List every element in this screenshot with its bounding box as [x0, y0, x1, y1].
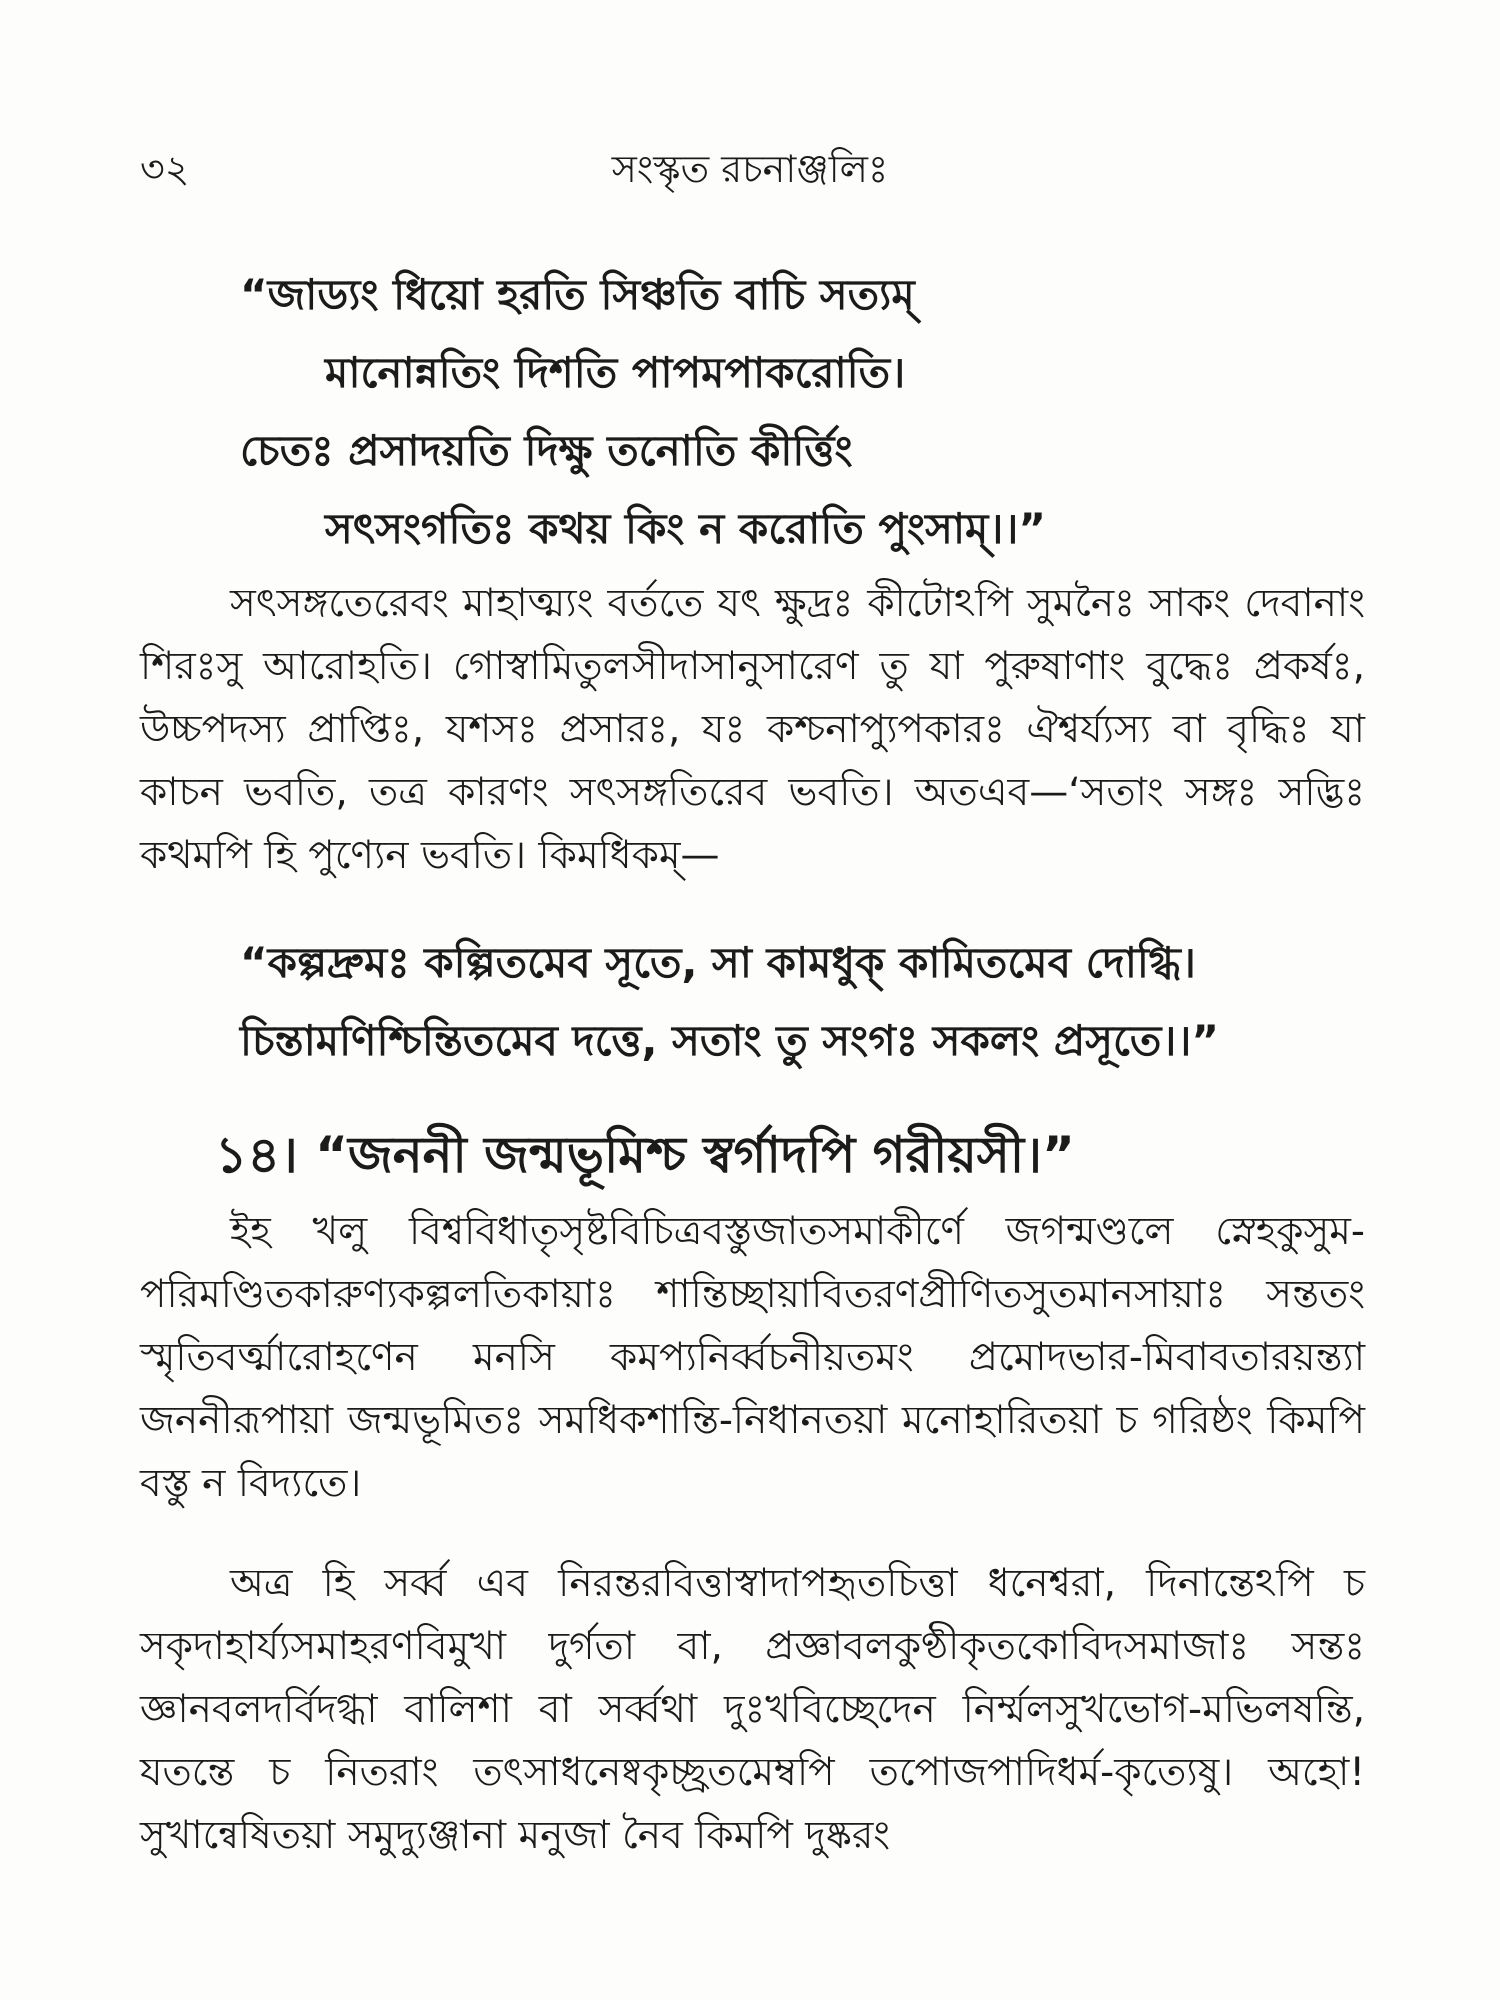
paragraph	[140, 1200, 1365, 1515]
page-number: ৩২	[140, 147, 190, 191]
paragraph-text: অত্র হি সর্ব্ব এব নিরন্তরবিত্তাস্বাদাপহৃতচিত্তা ধনেশ্বরা, দিনান্তেঽপি চ সকৃদাহার্য্যসমাহরণবিমুখা দুর্গতা বা, প্রজ্ঞাবলকুণ্ঠীকৃতকোবিদসমাজাঃ সন্তঃ জ্ঞানবলদর্বিদগ্ধা বালিশা বা সর্ব্বথা দুঃখবিচ্ছেদেন নির্ম্মলসুখভোগ-মভিলষন্তি, যতন্তে চ নিতরাং তৎসাধনেষ্বকৃচ্ছ্রতমেম্বপি তপোজপাদিধর্ম-কৃত্যেষু। অহো! সুখান্বেষিতয়া সমুদ্যুঞ্জানা মনুজা নৈব কিমপি দুষ্করং	[140, 1561, 1365, 1858]
running-title: সংস্কৃত রচনাঞ্জলিঃ	[611, 147, 889, 191]
verse-line: “জাড্যং ধিয়ো হরতি সিঞ্চতি বাচি সত্যম্	[240, 270, 915, 319]
paragraph-text: সৎসঙ্গতেরেবং মাহাত্ম্যং বর্ততে যৎ ক্ষুদ্রঃ কীটোঽপি সুমনৈঃ সাকং দেবানাং শিরঃসু আরোহতি। গোস্বামিতুলসীদাসানুসারেণ তু যা পুরুষাণাং বুদ্ধেঃ প্রকর্ষঃ, উচ্চপদস্য প্রাপ্তিঃ, যশসঃ প্রসারঃ, যঃ কশ্চনাপ্যুপকারঃ ঐশ্বর্য্যস্য বা বৃদ্ধিঃ যা কাচন ভবতি, তত্র কারণং সৎসঙ্গতিরেব ভবতি। অতএব—‘সতাং সঙ্গঃ সদ্ভিঃ কথমপি হি পুণ্যেন ভবতি। কিমধিকম্—	[140, 581, 1365, 878]
section-heading: ১৪। “জননী জন্মভূমিশ্চ স্বর্গাদপি গরীয়সী।”	[215, 1126, 1075, 1184]
verse-line: চিন্তামণিশ্চিন্তিতমেব দত্তে, সতাং তু সংগঃ সকলং প্রসূতে।।”	[240, 1016, 1219, 1065]
verse-line: চেতঃ প্রসাদয়তি দিক্ষু তনোতি কীর্ত্তিং	[240, 426, 853, 475]
verse-line: “কল্পদ্রুমঃ কল্পিতমেব সূতে, সা কামধুক্ কামিতমেব দোগ্ধি।	[240, 938, 1196, 987]
paragraph-text: ইহ খলু বিশ্ববিধাতৃসৃষ্টবিচিত্রবস্তুজাতসমাকীর্ণে জগন্মণ্ডলে স্নেহকুসুম-পরিমণ্ডিতকারুণ্যকল্পলতিকায়াঃ শান্তিচ্ছায়াবিতরণপ্রীণিতসুতমানসায়াঃ সন্ততং স্মৃতিবর্ত্মারোহণেন মনসি কমপ্যনির্ব্বচনীয়তমং প্রমোদভার-মিবাবতারয়ন্ত্যা জননীরূপায়া জন্মভূমিতঃ সমধিকশান্তি-নিধানতয়া মনোহারিতয়া চ গরিষ্ঠং কিমপি বস্তু ন বিদ্যতে।	[140, 1209, 1365, 1506]
page-header	[140, 140, 1360, 200]
paragraph	[140, 1552, 1365, 1867]
verse-line: সৎসংগতিঃ কথয় কিং ন করোতি পুংসাম্।।”	[325, 504, 1046, 553]
verse-line: মানোন্নতিং দিশতি পাপমপাকরোতি।	[325, 348, 906, 397]
paragraph	[140, 572, 1365, 887]
